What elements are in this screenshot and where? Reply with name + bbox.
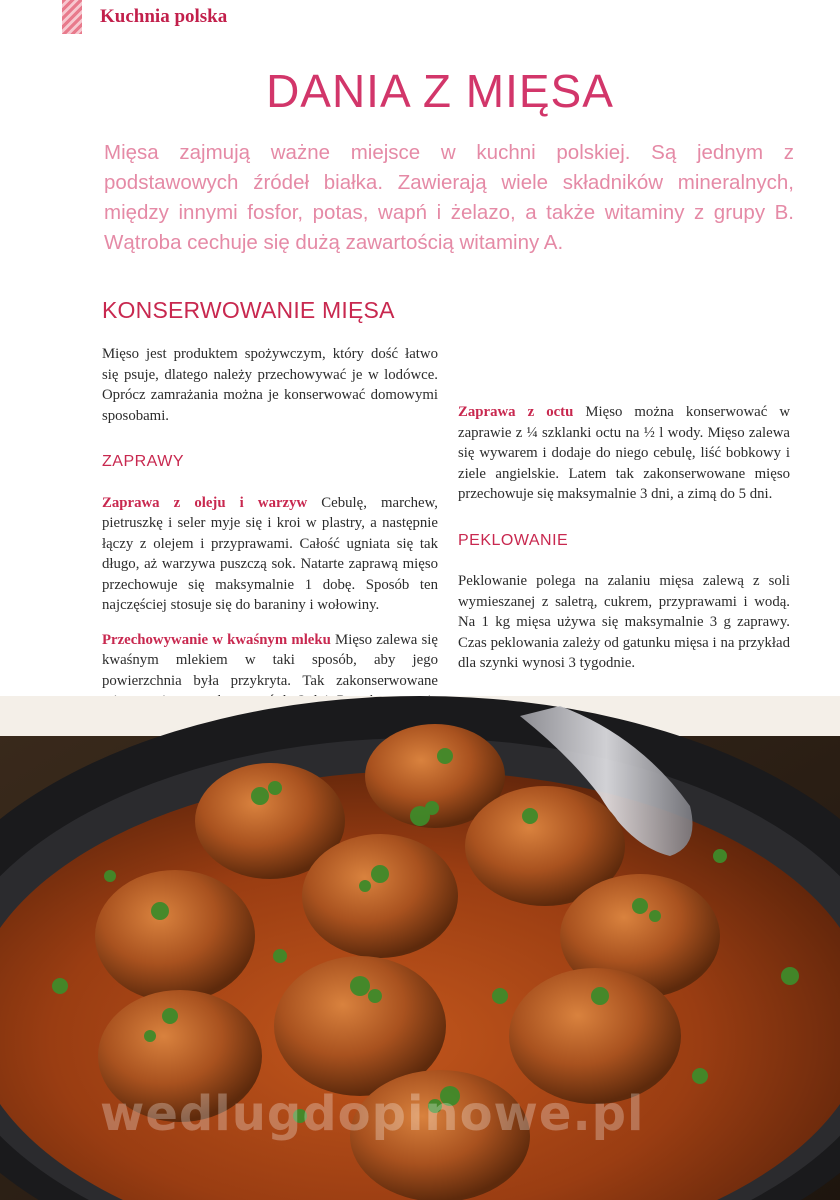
lead-mleko: Przechowywanie w kwaśnym mleku (102, 631, 331, 648)
intro-paragraph: Mięsa zajmują ważne miejsce w kuchni polskiej. Są jednym z podstawowych źródeł białka. Zawierają wiele składników mineralnych, między innymi fosfor, potas, wapń i żelazo, a także witaminy z grupy B. Wątroba cechuje się dużą zawartością witaminy A. (104, 141, 794, 254)
konserwowanie-text: Mięso jest produktem spożywczym, który dość łatwo się psuje, dlatego należy przechowywać je w lodówce. Oprócz zamrażania można je konserwować domowymi sposobami. (102, 346, 438, 424)
right-column (458, 402, 790, 688)
page-title: DANIA Z MIĘSA (266, 65, 614, 117)
text-ocet: Mięso można konserwować w zaprawie z ¼ szklanki octu na ½ l wody. Mięso zalewa się wywarem i dodaje do niego cebulę, liść bobkowy i ziele angielskie. Latem tak zakonserwowane mięso przechowuje się maksymalnie 3 dni, a zimą do 5 dni. (458, 404, 790, 502)
text-mleko: Mięso zalewa się kwaśnym mlekiem w taki sposób, aby jego powierzchnia była przykryta. Tak zakonserwowane (102, 631, 438, 689)
heading-zaprawy: ZAPRAWY (102, 453, 185, 470)
lead-olej: Zaprawa z oleju i warzyw (102, 494, 308, 511)
paragraph-ocet (458, 402, 790, 505)
left-column (102, 296, 438, 746)
text-olej: Cebulę, marchew, pietruszkę i seler myje się i kroi w plastry, a następnie łączy z olejem i przyprawami. Całość ugniata się tak długo, aż warzywa puszczą sok. Natarte zaprawą mięso przechowuje się maksymalnie 1 dobę. Sposób ten najczęściej stosuje się do baraniny i wołowiny. (102, 494, 438, 613)
paragraph-olej (102, 493, 438, 616)
header-stripes-decoration (62, 0, 82, 34)
lead-ocet: Zaprawa z octu (458, 404, 574, 420)
watermark: wedlugdopinowe.pl (100, 1086, 645, 1142)
heading-peklowanie: PEKLOWANIE (458, 531, 569, 549)
heading-konserwowanie: KONSERWOWANIE MIĘSA (102, 297, 395, 323)
section-label: Kuchnia polska (100, 6, 228, 27)
peklowanie-text: Peklowanie polega na zalaniu mięsa zalewą z soli wymieszanej z saletrą, cukrem, przyprawami i wodą. Na 1 kg mięsa używa się maksymalnie 3 g zaprawy. Czas peklowania zależy od gatunku mięsa i na przykład dla szynki wynosi 3 tygodnie. (458, 573, 790, 671)
